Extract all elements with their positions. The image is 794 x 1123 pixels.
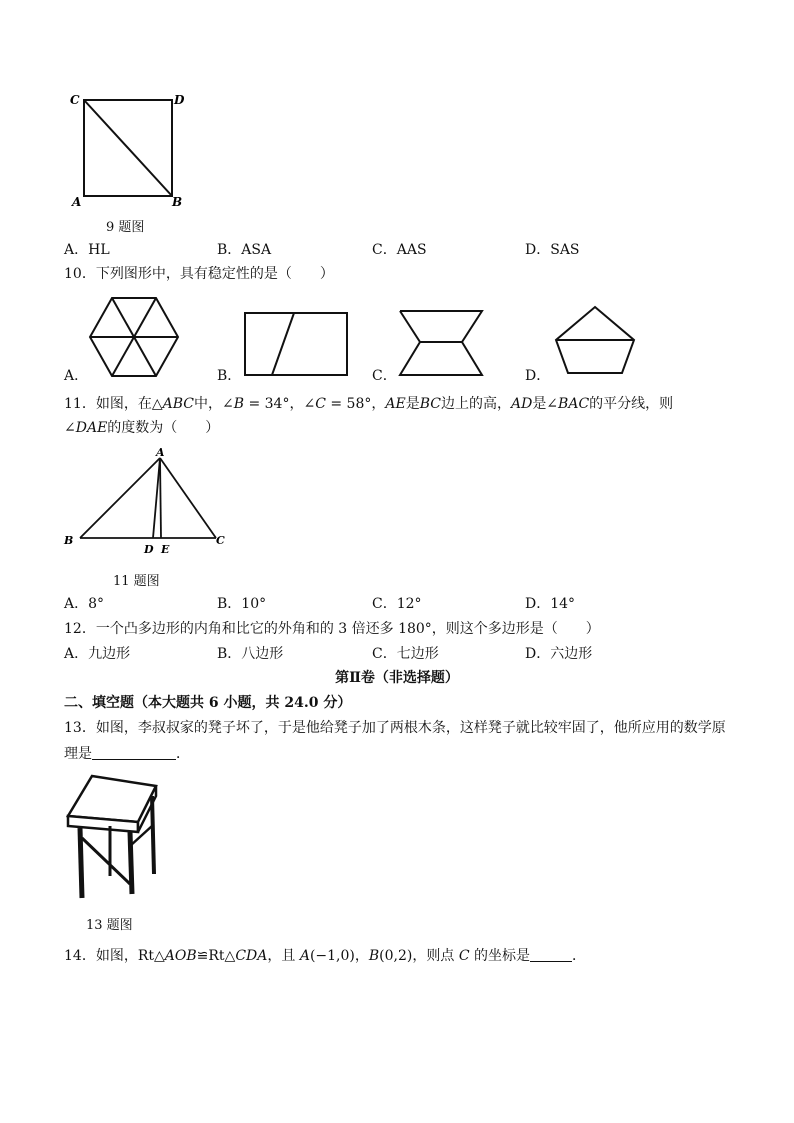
q10-option-d[interactable]: D． [525, 368, 551, 384]
q11-label-b: B [64, 534, 74, 547]
q10-figure-b [242, 310, 350, 378]
q9-option-d[interactable]: D．SAS [525, 242, 580, 258]
q11-caption: 11 题图 [113, 574, 160, 589]
q10-option-c[interactable]: C． [372, 368, 397, 384]
q11-figure [60, 446, 240, 558]
q12-stem: 12．一个凸多边形的内角和比它的外角和的 3 倍还多 180°，则这个多边形是（ ） [64, 621, 600, 637]
part2-title: 第Ⅱ卷（非选择题） [335, 670, 459, 686]
q12-option-a[interactable]: A．九边形 [64, 646, 131, 662]
q9-label-a: A [72, 195, 82, 209]
q12-option-b[interactable]: B．八边形 [217, 646, 284, 662]
q12-option-d[interactable]: D．六边形 [525, 646, 593, 662]
q10-figure-c [396, 308, 486, 378]
q11-stem-line1: 11．如图，在△ABC中，∠B = 34°，∠C = 58°，AE是BC边上的高，AD是∠BAC的平分线，则 [64, 396, 674, 412]
q9-option-c[interactable]: C．AAS [372, 242, 427, 258]
q11-option-b[interactable]: B．10° [217, 596, 267, 612]
q10-option-b[interactable]: B． [217, 368, 242, 384]
q9-diagonal [84, 100, 172, 196]
q11-label-c: C [216, 534, 225, 547]
q11-option-c[interactable]: C．12° [372, 596, 422, 612]
q9-option-b[interactable]: B．ASA [217, 242, 272, 258]
q9-option-a[interactable]: A．HL [64, 242, 110, 258]
q13-answer-blank[interactable] [92, 745, 176, 760]
section2-title: 二、填空题（本大题共 6 小题，共 24.0 分） [64, 695, 352, 711]
q11-label-a: A [156, 446, 165, 459]
q13-caption: 13 题图 [86, 918, 133, 933]
q10-figure-d [552, 304, 638, 376]
q14-answer-blank[interactable] [530, 947, 572, 962]
q11-option-d[interactable]: D．14° [525, 596, 576, 612]
q13-stem-line1: 13．如图，李叔叔家的凳子坏了，于是他给凳子加了两根木条，这样凳子就比较牢固了，他所应用的数学原 [64, 720, 726, 736]
q13-stem-line2: 理是 ． [64, 746, 190, 762]
q10-figure-a [86, 296, 182, 380]
q11-label-d: D [144, 543, 154, 556]
q9-label-c: C [70, 93, 80, 107]
q11-label-e: E [161, 543, 170, 556]
q9-figure [64, 88, 204, 213]
q10-option-a[interactable]: A． [64, 368, 89, 384]
q12-option-c[interactable]: C．七边形 [372, 646, 439, 662]
q11-stem-line2: ∠DAE的度数为（ ） [64, 420, 220, 436]
q11-option-a[interactable]: A．8° [64, 596, 105, 612]
q10-stem: 10．下列图形中，具有稳定性的是（ ） [64, 266, 334, 282]
q13-stool-figure [64, 772, 174, 904]
q9-label-d: D [174, 93, 185, 107]
q9-caption: 9 题图 [106, 220, 145, 235]
q9-label-b: B [172, 195, 183, 209]
q14-stem: 14．如图，Rt△AOB≌Rt△CDA，且 A(−1,0)，B(0,2)，则点 C 的坐标是 ． [64, 948, 586, 964]
